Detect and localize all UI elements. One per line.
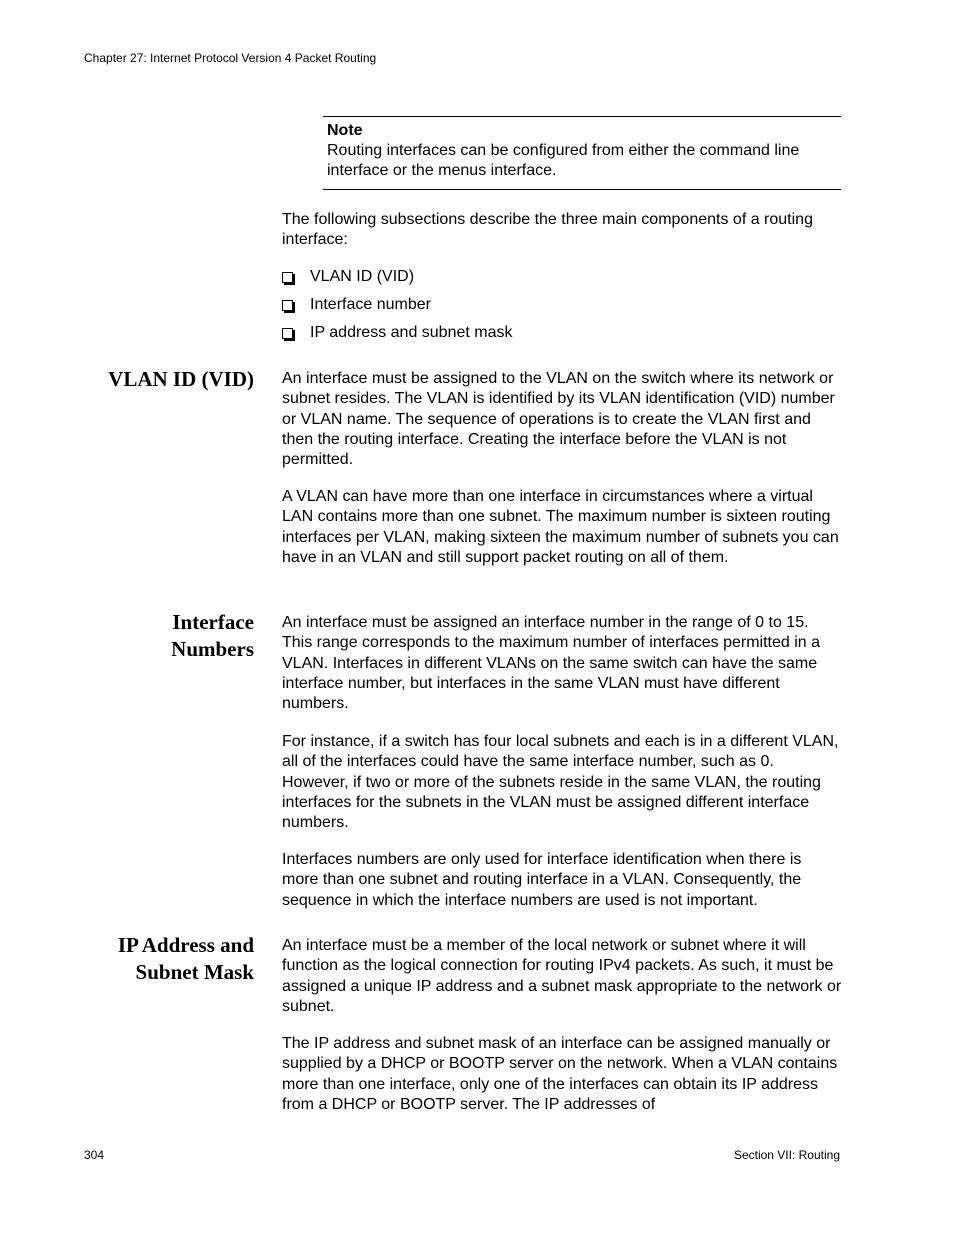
ip-paragraph-2: The IP address and subnet mask of an interface can be assigned manually or supplied by a DHCP or BOOTP server on the network. When a VLAN contains more than one interface, only one of the interfaces can obtain its IP address from a DHCP or BOOTP server. The IP addresses of [282,1035,838,1113]
note-body: Routing interfaces can be configured from either the command line interface or the menus interface. [327,142,800,179]
section-heading-ip-address: IP Address and Subnet Mask [117,933,254,984]
note-box [323,116,841,190]
section-heading-interface-numbers: Interface Numbers [171,610,254,661]
list-item: VLAN ID (VID) [282,266,513,294]
checkbox-bullet-icon [282,272,293,283]
section-heading-vlan-id: VLAN ID (VID) [108,367,254,391]
vlan-paragraph-1: An interface must be assigned to the VLAN on the switch where its network or subnet resides. The VLAN is identified by its VLAN identification (VID) number or VLAN name. The sequence of operations is to create the VLAN first and then the routing interface. Creating the interface before the VLAN is not permitted. [282,370,835,469]
ifnum-paragraph-1: An interface must be assigned an interface number in the range of 0 to 15. This range corresponds to the maximum number of interfaces permitted in a VLAN. Interfaces in different VLANs on the same switch can have the same interface number, but interfaces in the same VLAN must have different numbers. [282,614,821,713]
list-item: IP address and subnet mask [282,322,513,350]
ifnum-paragraph-3: Interfaces numbers are only used for interface identification when there is more than one subnet and routing interface in a VLAN. Consequently, the sequence in which the interface numbers are used is not important. [282,851,802,909]
checkbox-bullet-icon [282,300,293,311]
vlan-paragraph-2: A VLAN can have more than one interface in circumstances where a virtual LAN contains more than one subnet. The maximum number is sixteen routing interfaces per VLAN, making sixteen the maximum number of subnets you can have in an VLAN and still support packet routing on all of them. [282,488,839,566]
page-number: 304 [84,1148,105,1162]
running-footer-section: Section VII: Routing [733,1148,840,1162]
component-list [282,266,513,350]
ip-paragraph-1: An interface must be a member of the local network or subnet where it will function as the logical connection for routing IPv4 packets. As such, it must be assigned a unique IP address and a subnet mask appropriate to the network or subnet. [282,937,842,1015]
checkbox-bullet-icon [282,328,293,339]
note-title: Note [327,122,363,139]
list-item: Interface number [282,294,513,322]
running-header: Chapter 27: Internet Protocol Version 4 Packet Routing [84,51,377,65]
intro-paragraph: The following subsections describe the three main components of a routing interface: [282,211,813,249]
ifnum-paragraph-2: For instance, if a switch has four local subnets and each is in a different VLAN, all of the interfaces could have the same interface number, such as 0. However, if two or more of the subnets reside in the same VLAN, the routing interfaces for the subnets in the VLAN must be assigned different interface numbers. [282,733,839,832]
